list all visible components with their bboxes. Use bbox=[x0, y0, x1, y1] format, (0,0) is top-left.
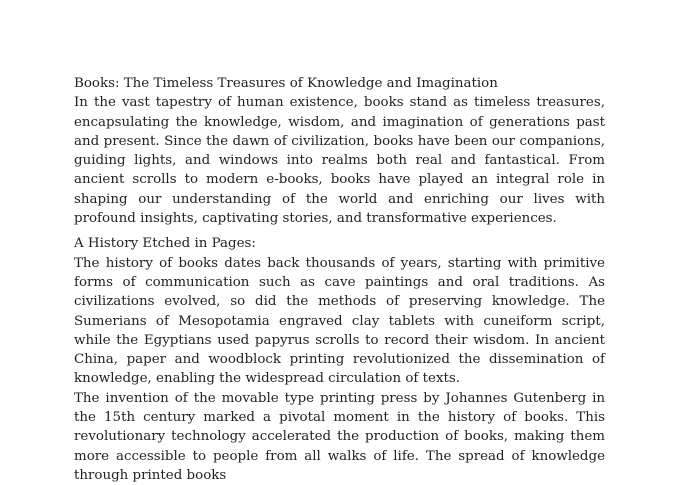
history-paragraph-1: The history of books dates back thousands of years, starting with primitive forms of communication such as cave paintings and oral traditions. As civilizations evolved, so did the methods of preserving knowledge. The Sumerians of Mesopotamia engraved clay tablets with cuneiform script, while the Egyptians used papyrus scrolls to record their wisdom. In ancient China, paper and woodblock printing revolutionized the dissemination of knowledge, enabling the widespread circulation of texts. bbox=[74, 255, 605, 387]
history-paragraph-2: The invention of the movable type printing press by Johannes Gutenberg in the 15th century marked a pivotal moment in the history of books. This revolutionary technology accelerated the production of books, making them more accessible to people from all walks of life. The spread of knowledge through printed books bbox=[74, 390, 605, 483]
intro-paragraph: In the vast tapestry of human existence, books stand as timeless treasures, encapsulating the knowledge, wisdom, and imagination of generations past and present. Since the dawn of civilization, books have been our companions, guiding lights, and windows into realms both real and fantastical. From ancient scrolls to modern e-books, books have played an integral role in shaping our understanding of the world and enriching our lives with profound insights, captivating stories, and transformative experiences. bbox=[74, 95, 605, 227]
document-title: Books: The Timeless Treasures of Knowledge and Imagination bbox=[74, 76, 498, 91]
section-heading: A History Etched in Pages: bbox=[74, 236, 256, 252]
document-page bbox=[74, 74, 605, 485]
